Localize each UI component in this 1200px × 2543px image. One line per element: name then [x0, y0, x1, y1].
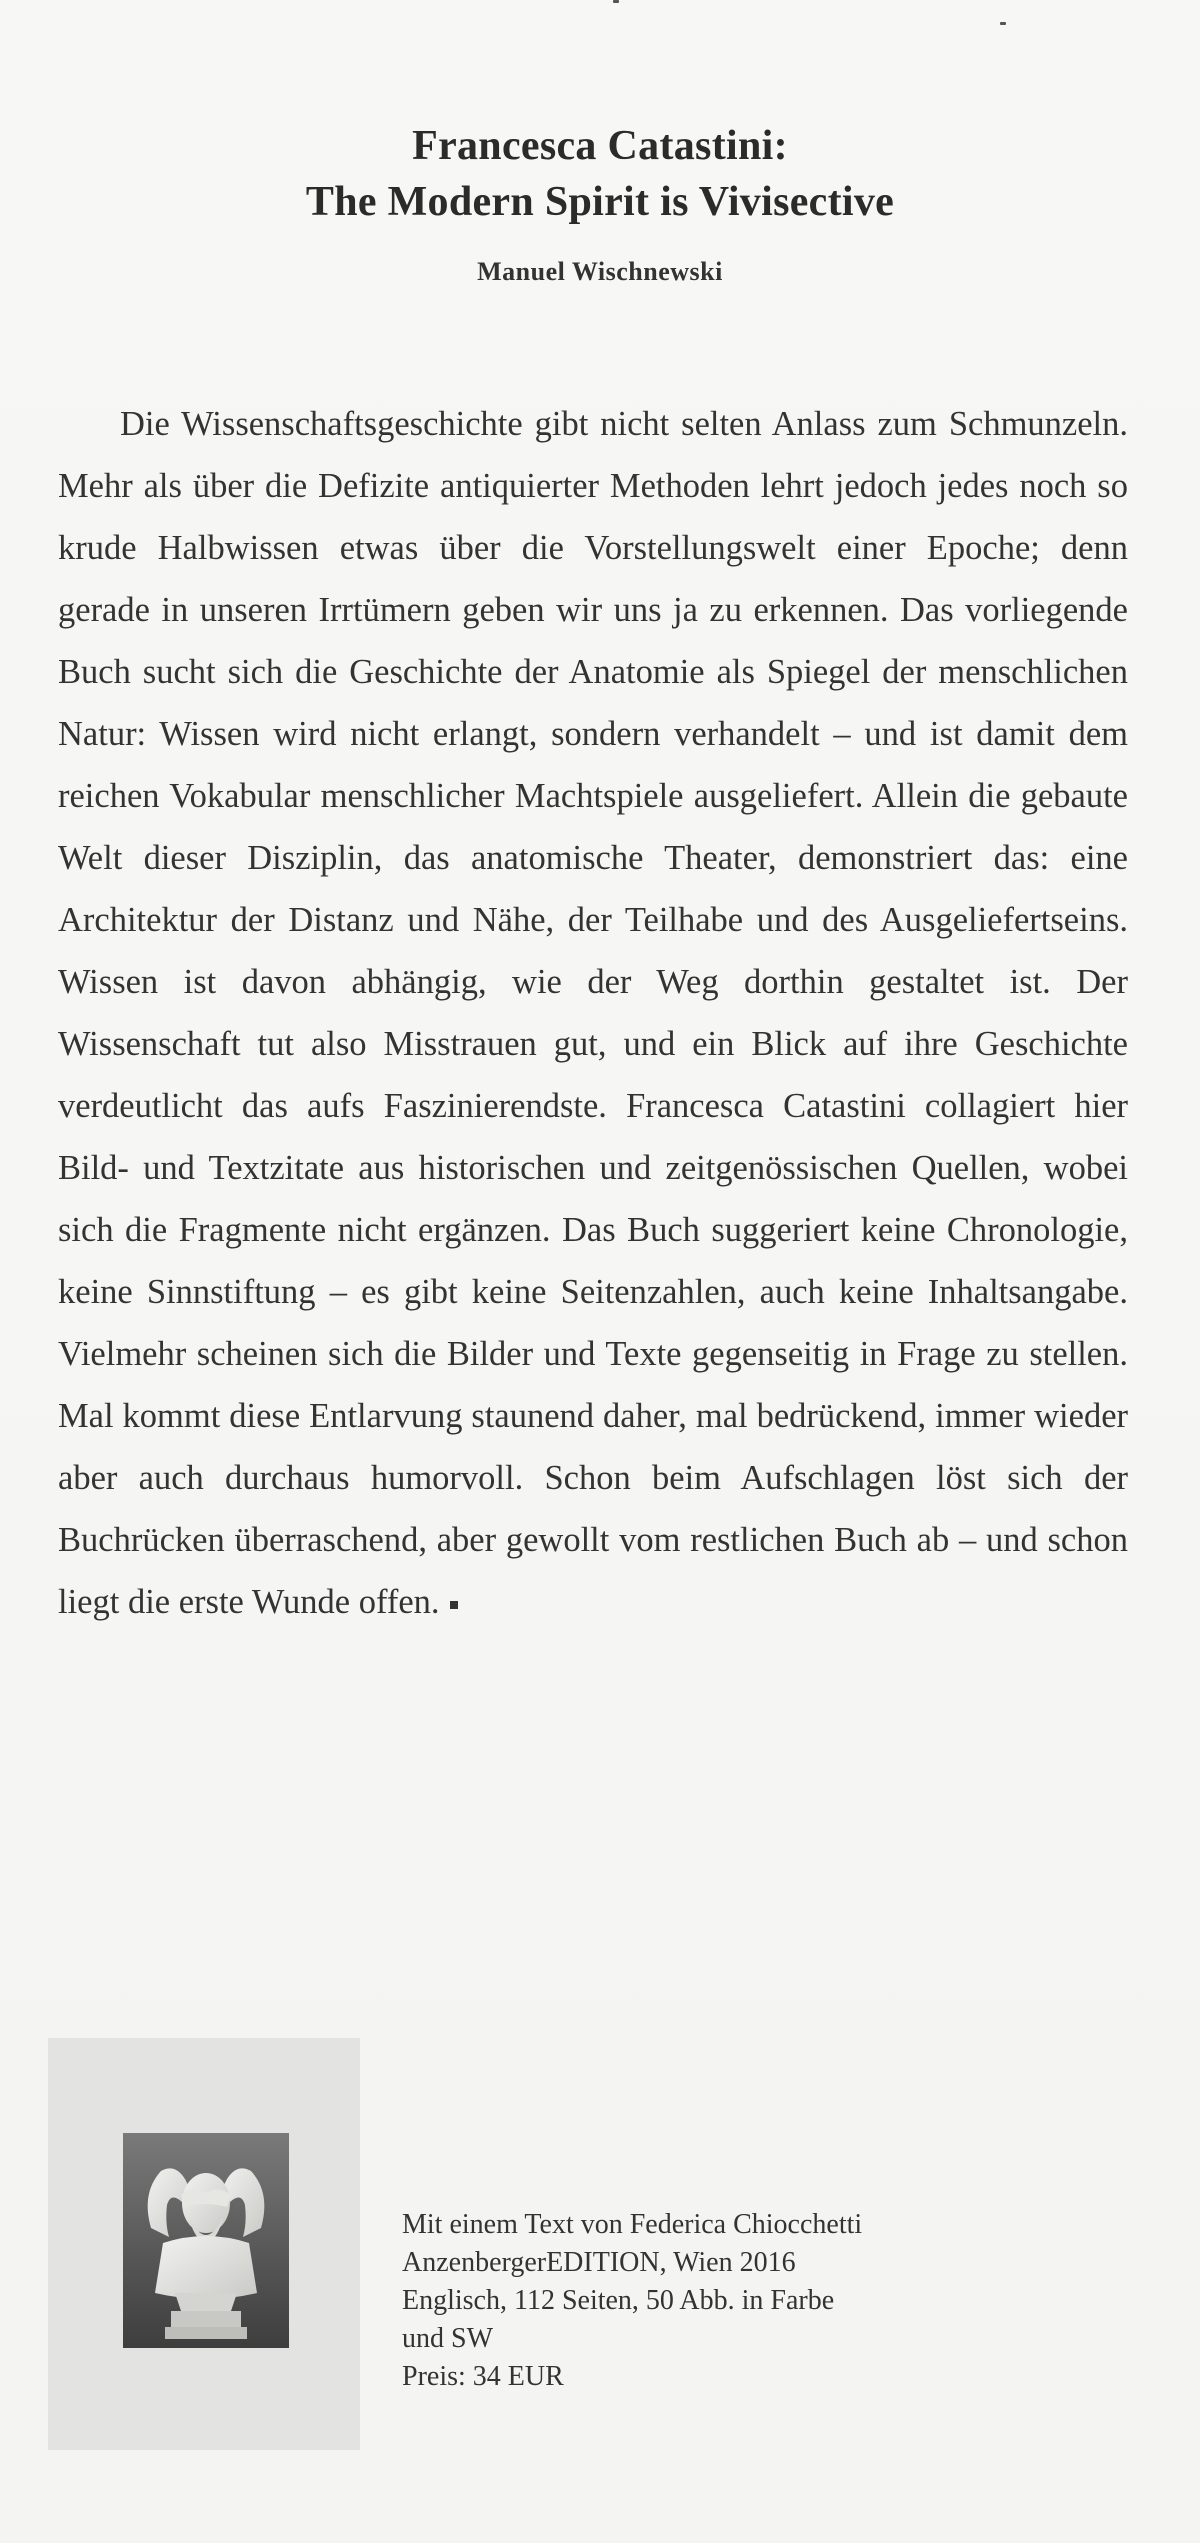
article-body-text: Die Wissenschaftsgeschichte gibt nicht selten Anlass zum Schmunzeln. Mehr als über die Defizite antiquierter Methoden lehrt jedoch jedes noch so krude Halbwissen etwas über die Vorstellungswelt einer Epoche; denn gerade in unseren Irrtümern geben wir uns ja zu erkennen. Das vorliegende Buch sucht sich die Geschichte der Anatomie als Spiegel der menschlichen Natur: Wissen wird nicht erlangt, sondern verhandelt – und ist damit dem reichen Vokabular menschlicher Machtspiele ausgeliefert. Allein die gebaute Welt dieser Disziplin, das anatomische Theater, demonstriert das: eine Architektur der Distanz und Nähe, der Teilhabe und des Ausgeliefertseins. Wissen ist davon abhängig, wie der Weg dorthin gestaltet ist. Der Wissenschaft tut also Misstrauen gut, und ein Blick auf ihre Geschichte verdeutlicht das aufs Faszinierendste. Francesca Catastini collagiert hier Bild- und Textzitate aus historischen und zeitgenössischen Quellen, wobei sich die Fragmente nicht ergänzen. Das Buch suggeriert keine Chronologie, keine Sinnstiftung – es gibt keine Seitenzahlen, auch keine Inhaltsangabe. Vielmehr scheinen sich die Bilder und Texte gegenseitig in Frage zu stellen. Mal kommt diese Entlarvung staunend daher, mal bedrückend, immer wieder aber auch durchaus humorvoll. Schon beim Aufschlagen löst sich der Buchrücken überraschend, aber gewollt vom restlichen Buch ab – und schon liegt die erste Wunde offen. — [58, 405, 1128, 1621]
book-info-format-cont: und SW — [402, 2323, 493, 2354]
article-title-line-1: Francesca Catastini: — [412, 123, 788, 169]
bust-sculpture-photo-icon — [123, 2133, 289, 2348]
book-details — [402, 2206, 1102, 2396]
article-body — [58, 393, 1128, 1633]
book-cover-image — [48, 2038, 360, 2450]
scan-speck — [1000, 22, 1006, 25]
article-header — [0, 118, 1200, 288]
book-info-contributor: Mit einem Text von Federica Chiocchetti — [402, 2209, 863, 2240]
article-author: Manuel Wischnewski — [477, 257, 723, 286]
book-info-price: Preis: 34 EUR — [402, 2361, 564, 2392]
book-info-publisher: AnzenbergerEDITION, Wien 2016 — [402, 2247, 796, 2278]
article-title-line-2: The Modern Spirit is Vivisective — [305, 179, 895, 225]
end-of-article-square-icon — [450, 1601, 458, 1609]
scan-speck — [613, 0, 619, 3]
book-info-format: Englisch, 112 Seiten, 50 Abb. in Farbe — [402, 2285, 835, 2316]
